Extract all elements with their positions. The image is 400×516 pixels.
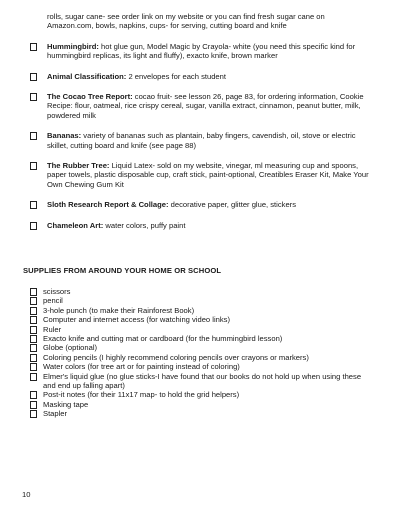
list-item-lead: The Rubber Tree: [47,161,110,171]
list-item [30,161,370,189]
checkbox-icon [30,73,37,81]
list-item [30,200,370,209]
list-item-text: Water colors (for tree art or for painting instead of coloring) [43,362,240,372]
list-item [30,362,370,371]
list-item [30,72,370,81]
list-item [30,409,370,418]
list-item-text: pencil [43,296,63,306]
list-item [30,334,370,343]
checkbox-icon [30,316,37,324]
list-item-text: hot glue gun, Model Magic by Crayola- white (you need this specific kind for hummingbird replicas, its light and fluffy), exacto knife, brown marker [47,41,356,61]
list-item-lead: The Cocao Tree Report: [47,92,133,102]
list-item-text: Masking tape [43,399,89,409]
list-item-text: Globe (optional) [43,343,98,353]
checkbox-icon [30,326,37,334]
list-item [30,390,370,399]
list-item [30,315,370,324]
checkbox-icon [30,401,37,409]
list-item [30,92,370,120]
list-item-text: 3-hole punch (to make their Rainforest Book) [43,305,195,315]
list-item-text: variety of bananas such as plantain, baby fingers, cavendish, oil, stove or electric skillet, cutting board and knife (see page 88) [47,131,356,150]
checkbox-icon [30,162,37,170]
checkbox-icon [30,335,37,343]
list-item [30,343,370,352]
checkbox-icon [30,222,37,230]
list-item [30,306,370,315]
checkbox-icon [30,344,37,352]
checkbox-icon [30,354,37,362]
checkbox-icon [30,43,37,51]
checkbox-icon [30,132,37,140]
list-item-text: Coloring pencils (I highly recommend coloring pencils over crayons or markers) [43,352,309,362]
checkbox-icon [30,93,37,101]
project-supply-list [30,12,370,241]
home-supplies-list [30,287,370,419]
list-item [30,325,370,334]
list-item-text: Elmer's liquid glue (no glue sticks-I have found that our books do not hold up when using these and end up falling apart) [43,371,362,391]
list-item [30,400,370,409]
list-item-text: decorative paper, glitter glue, stickers [168,200,297,210]
section-heading: SUPPLIES FROM AROUND YOUR HOME OR SCHOOL [23,266,222,275]
list-item [30,221,370,230]
checkbox-icon [30,201,37,209]
list-item-lead: Chameleon Art: [47,220,104,230]
list-item-text: scissors [43,287,71,296]
list-item-lead: Sloth Research Report & Collage: [47,200,169,210]
list-item [30,287,370,296]
list-item-text: water colors, puffy paint [103,220,186,230]
list-item-text: Ruler [43,324,62,334]
checkbox-icon [30,410,37,418]
list-item-text: Computer and internet access (for watching video links) [43,315,230,325]
list-item-lead: Hummingbird: [47,41,99,51]
list-item-text: Stapler [43,409,68,419]
list-item-text: 2 envelopes for each student [126,71,226,81]
list-item-text: Liquid Latex- sold on my website, vinegar, ml measuring cup and spoons, paper towels, plastic disposable cup, craft stick, paint-optional, Creatibles Eraser Kit, Make Your Own Chewing Gum Kit [47,161,369,189]
list-item [30,42,370,61]
list-item-lead: Animal Classification: [47,71,127,81]
page-number: 10 [22,490,31,499]
checkbox-icon [30,288,37,296]
list-item-text: rolls, sugar cane- see order link on my website or you can find fresh sugar cane on Amazon.com, bowls, napkins, cups- for serving, cutting board and knife [47,12,325,31]
checkbox-icon [30,297,37,305]
list-item [30,353,370,362]
checkbox-icon [30,307,37,315]
list-item [30,372,370,391]
list-item [30,12,370,31]
list-item [30,296,370,305]
checkbox-icon [30,363,37,371]
checkbox-icon [30,391,37,399]
list-item-text: cocao fruit- see lesson 26, page 83, for ordering information, Cookie Recipe: flour, oatmeal, rice crispy cereal, sugar, vanilla extract, cinnamon, peanut butter, milk, powdered milk [47,92,364,120]
list-item-text: Exacto knife and cutting mat or cardboard (for the hummingbird lesson) [43,334,283,344]
list-item-text: Post-it notes (for their 11x17 map- to hold the grid helpers) [43,390,240,400]
list-item [30,131,370,150]
checkbox-icon [30,373,37,381]
list-item-lead: Bananas: [47,131,82,141]
